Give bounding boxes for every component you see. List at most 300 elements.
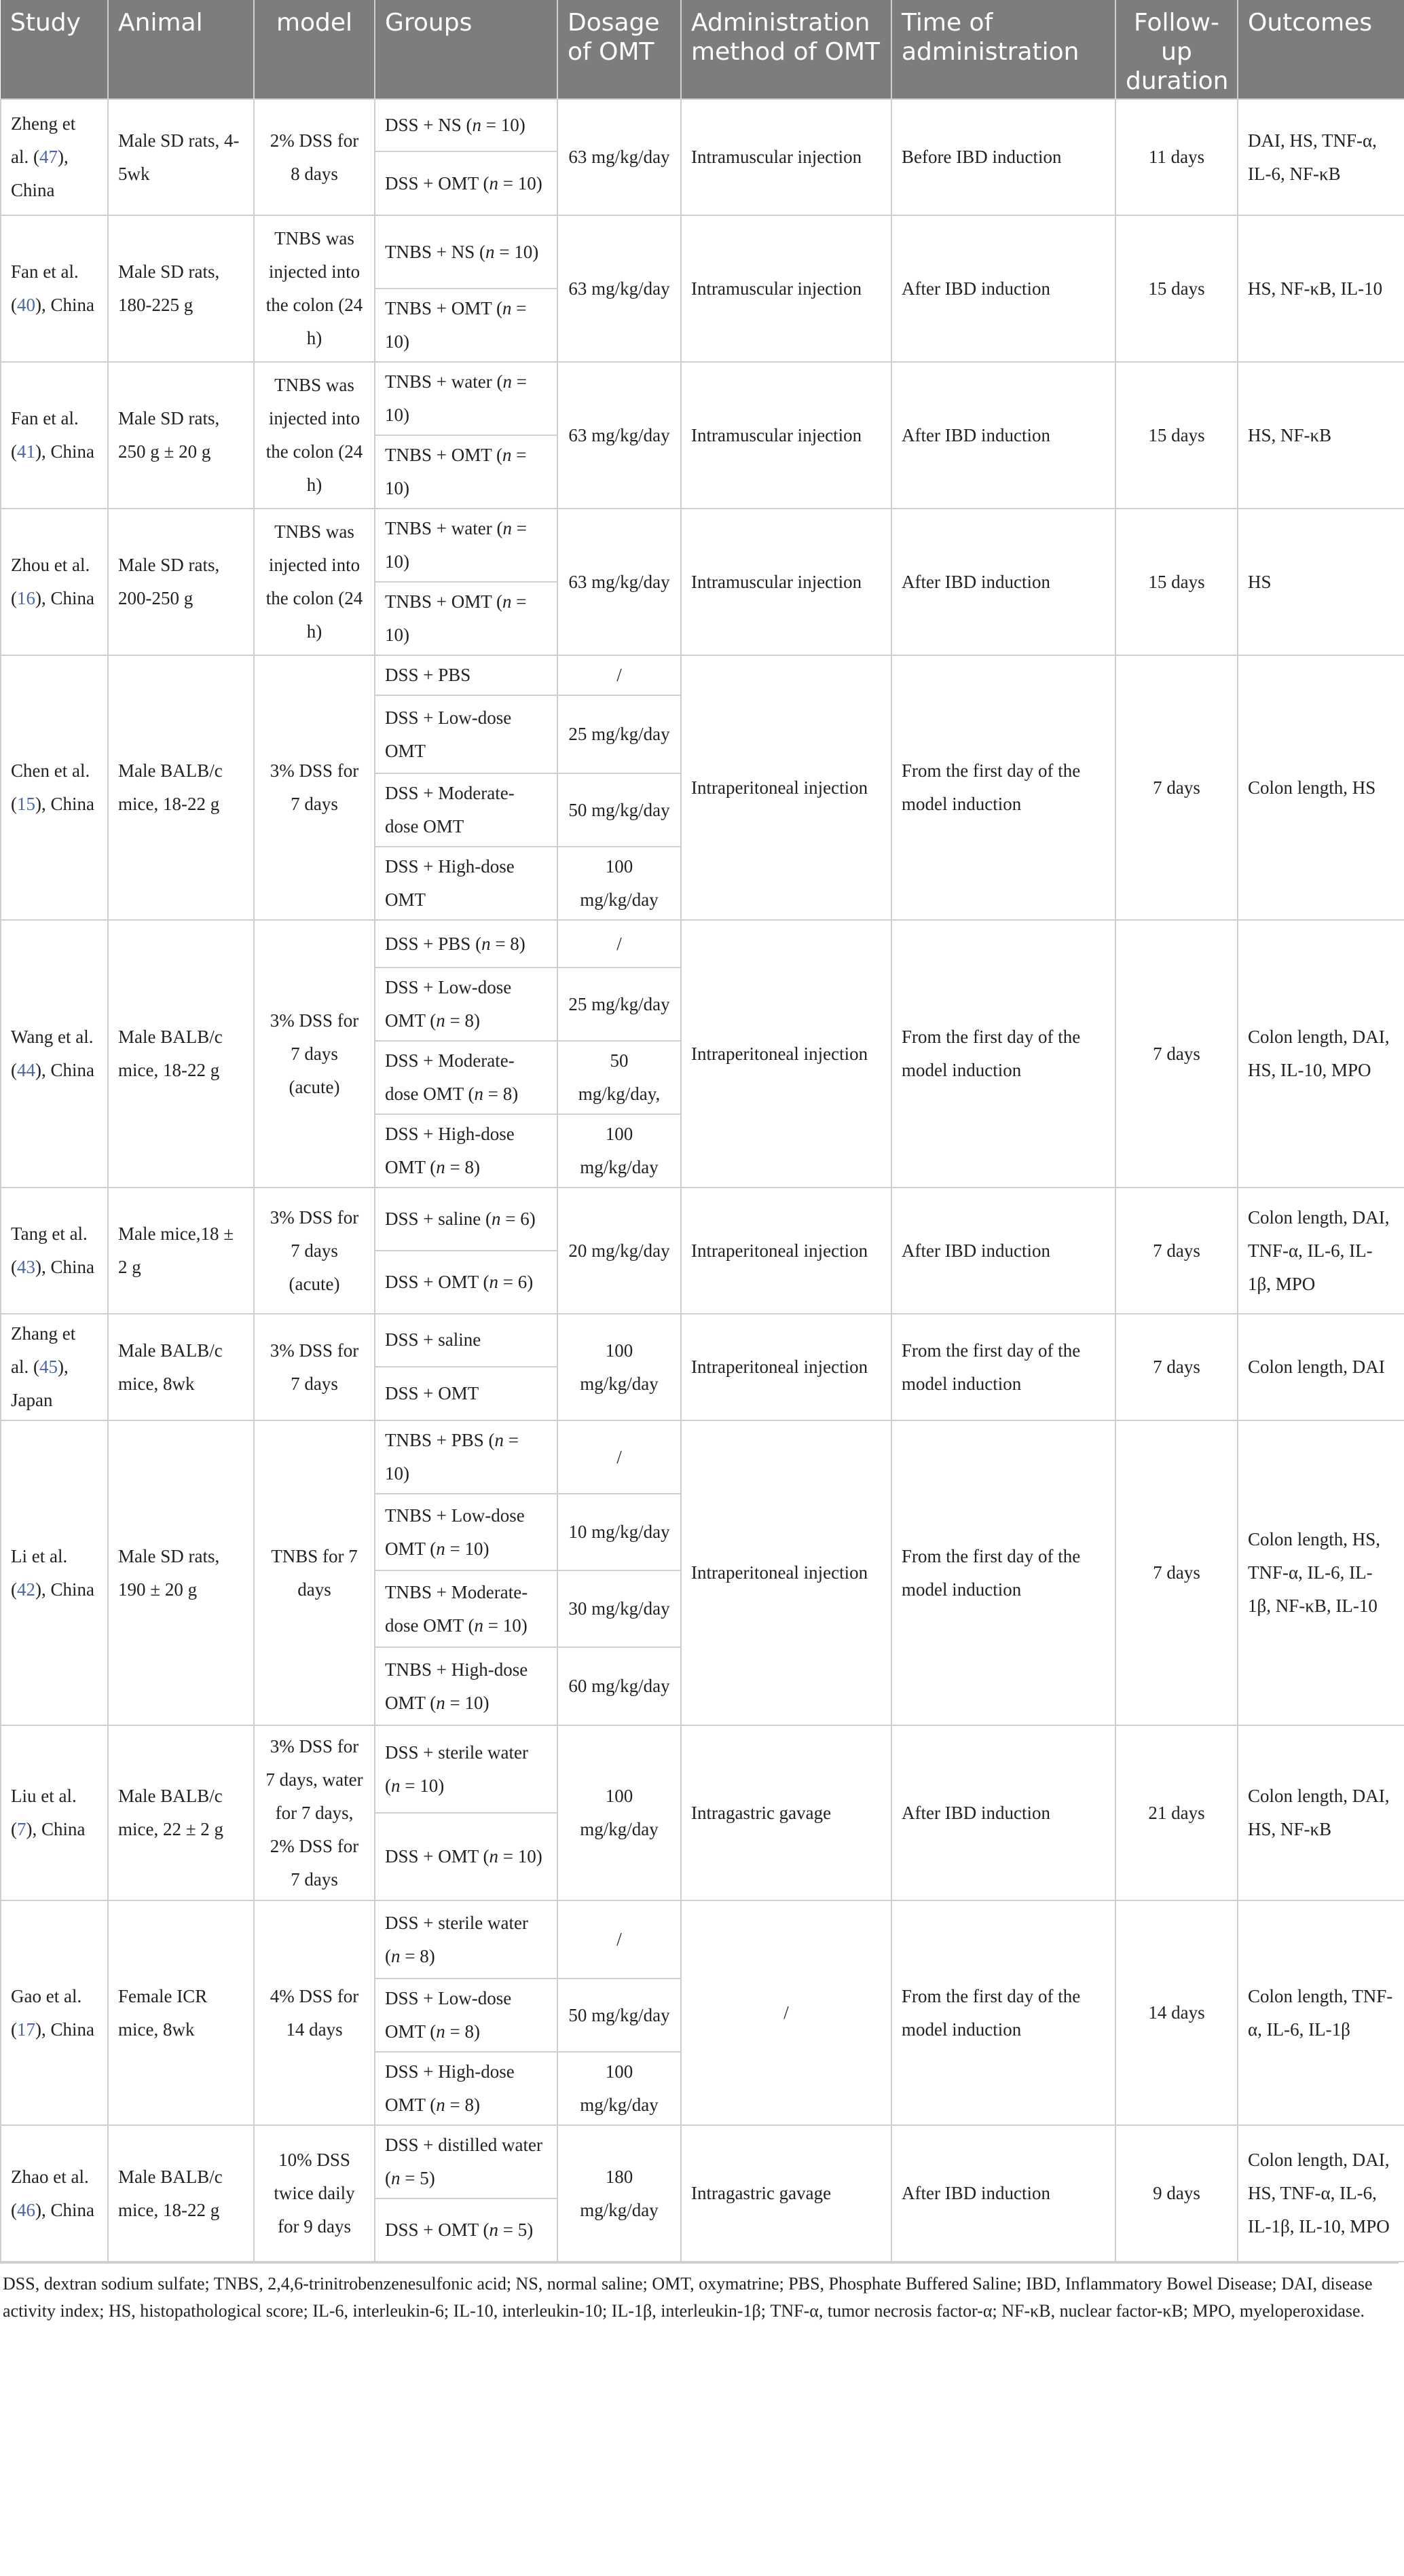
dosage-cell: 60 mg/kg/day bbox=[557, 1647, 681, 1725]
paren-open: ( bbox=[478, 172, 489, 194]
header-animal: Animal bbox=[108, 0, 254, 99]
equals-sign: = bbox=[445, 1538, 465, 1559]
table-row bbox=[1, 1725, 1404, 1813]
group-n-value: 8 bbox=[464, 2021, 474, 2042]
group-label: DSS + NS bbox=[385, 115, 462, 135]
study-country: China bbox=[50, 441, 94, 462]
study-ref-link[interactable]: 41 bbox=[17, 441, 35, 462]
group-n-value: 10 bbox=[385, 625, 403, 645]
equals-sign: = bbox=[445, 1157, 465, 1177]
equals-sign: = bbox=[400, 2168, 420, 2188]
group-n-value: 10 bbox=[502, 1615, 521, 1636]
header-row bbox=[1, 0, 1404, 99]
table-row bbox=[1, 2125, 1404, 2198]
dosage-cell: 63 mg/kg/day bbox=[557, 215, 681, 362]
study-author: Fan et al. bbox=[11, 261, 79, 282]
n-symbol: n bbox=[474, 1615, 484, 1636]
n-symbol: n bbox=[472, 115, 482, 135]
group-label: DSS + High-dose OMT bbox=[385, 856, 515, 910]
animal-cell: Male SD rats, 250 g ± 20 g bbox=[108, 362, 254, 509]
table-row bbox=[1, 215, 1404, 289]
n-symbol: n bbox=[436, 1692, 445, 1713]
paren-close: ) bbox=[536, 1846, 542, 1866]
n-symbol: n bbox=[502, 591, 512, 612]
paren-close: ) bbox=[438, 1775, 445, 1796]
group-n-value: 5 bbox=[517, 2220, 528, 2240]
admin-method-cell: Intraperitoneal injection bbox=[681, 1420, 891, 1725]
group-n-value: 6 bbox=[517, 1272, 528, 1292]
n-symbol: n bbox=[489, 2220, 499, 2240]
group-n-value: 10 bbox=[464, 1538, 483, 1559]
study-country: China bbox=[11, 180, 55, 200]
paren-close: ) bbox=[474, 2021, 480, 2042]
header-study: Study bbox=[1, 0, 108, 99]
admin-method-cell: Intramuscular injection bbox=[681, 215, 891, 362]
study-ref-link[interactable]: 15 bbox=[17, 794, 35, 814]
paren-open: ( bbox=[478, 1846, 489, 1866]
group-cell bbox=[375, 655, 557, 695]
n-symbol: n bbox=[485, 241, 495, 262]
header-dosage: Dosage of OMT bbox=[557, 0, 681, 99]
group-label: DSS + sterile water bbox=[385, 1912, 528, 1933]
study-country: China bbox=[50, 588, 94, 608]
paren-open: ( bbox=[461, 115, 473, 135]
animal-cell: Male SD rats, 190 ± 20 g bbox=[108, 1420, 254, 1725]
model-cell: 3% DSS for 7 days bbox=[254, 1314, 375, 1420]
group-label: TNBS + Low-dose OMT bbox=[385, 1505, 525, 1559]
group-cell bbox=[375, 1420, 557, 1494]
n-symbol: n bbox=[436, 1538, 445, 1559]
animal-cell: Male SD rats, 200-250 g bbox=[108, 509, 254, 655]
study-country: China bbox=[50, 1579, 94, 1600]
group-label: TNBS + PBS bbox=[385, 1430, 484, 1450]
study-author: Zhao et al. bbox=[11, 2166, 89, 2187]
paren-open: ( bbox=[425, 2021, 437, 2042]
admin-method-cell: / bbox=[681, 1900, 891, 2125]
model-cell: 10% DSS twice daily for 9 days bbox=[254, 2125, 375, 2262]
n-symbol: n bbox=[502, 371, 512, 392]
study-author: Wang et al. bbox=[11, 1027, 94, 1047]
group-cell bbox=[375, 2198, 557, 2262]
animal-cell: Male SD rats, 180-225 g bbox=[108, 215, 254, 362]
dosage-cell: / bbox=[557, 920, 681, 968]
paren-close: ) bbox=[474, 1010, 480, 1031]
group-label: DSS + Low-dose OMT bbox=[385, 1988, 512, 2042]
admin-time-cell: From the first day of the model induction bbox=[891, 1420, 1115, 1725]
admin-time-cell: After IBD induction bbox=[891, 509, 1115, 655]
group-n-value: 5 bbox=[420, 2168, 429, 2188]
study-country: China bbox=[50, 794, 94, 814]
group-label: TNBS + Moderate-dose OMT bbox=[385, 1581, 528, 1636]
table-row bbox=[1, 1314, 1404, 1367]
paren-open: ( bbox=[425, 1538, 437, 1559]
dosage-cell: 100 mg/kg/day bbox=[557, 1725, 681, 1900]
study-author: Zhang et al. bbox=[11, 1323, 76, 1377]
paren-open: ( bbox=[492, 591, 503, 612]
table-row bbox=[1, 1188, 1404, 1251]
equals-sign: = bbox=[445, 1692, 465, 1713]
group-cell bbox=[375, 695, 557, 773]
followup-cell: 7 days bbox=[1115, 920, 1238, 1188]
group-cell bbox=[375, 1725, 557, 1813]
table-row bbox=[1, 362, 1404, 435]
outcomes-cell: DAI, HS, TNF-α, IL-6, NF-κB bbox=[1238, 99, 1404, 215]
admin-method-cell: Intraperitoneal injection bbox=[681, 920, 891, 1188]
dosage-cell: / bbox=[557, 1900, 681, 1979]
animal-cell: Male BALB/c mice, 18-22 g bbox=[108, 2125, 254, 2262]
study-ref-link[interactable]: 45 bbox=[39, 1357, 58, 1377]
paren-open: ( bbox=[425, 1157, 437, 1177]
study-country: China bbox=[50, 2199, 94, 2220]
group-cell bbox=[375, 968, 557, 1041]
model-cell: 4% DSS for 14 days bbox=[254, 1900, 375, 2125]
group-n-value: 10 bbox=[420, 1775, 439, 1796]
group-cell bbox=[375, 215, 557, 289]
equals-sign: = bbox=[483, 1615, 503, 1636]
outcomes-cell: Colon length, DAI bbox=[1238, 1314, 1404, 1420]
dosage-cell: 50 mg/kg/day bbox=[557, 1979, 681, 2052]
study-cell bbox=[1, 1420, 108, 1725]
group-n-value: 8 bbox=[464, 1157, 474, 1177]
paren-open: ( bbox=[492, 445, 503, 465]
ref-open: ( bbox=[29, 1357, 39, 1377]
paren-open: ( bbox=[385, 1775, 391, 1796]
group-cell bbox=[375, 1570, 557, 1647]
dosage-cell: 20 mg/kg/day bbox=[557, 1188, 681, 1314]
table-row bbox=[1, 509, 1404, 582]
ref-open: ( bbox=[11, 441, 17, 462]
followup-cell: 7 days bbox=[1115, 1420, 1238, 1725]
study-cell bbox=[1, 2125, 108, 2262]
ref-close: ), bbox=[58, 147, 69, 167]
group-cell bbox=[375, 1647, 557, 1725]
n-symbol: n bbox=[391, 2168, 401, 2188]
paren-close: ) bbox=[536, 172, 542, 194]
admin-time-cell: From the first day of the model induction bbox=[891, 655, 1115, 920]
n-symbol: n bbox=[474, 1084, 484, 1104]
ref-close: ), bbox=[58, 1357, 69, 1377]
followup-cell: 9 days bbox=[1115, 2125, 1238, 2262]
admin-time-cell: Before IBD induction bbox=[891, 99, 1115, 215]
paren-close: ) bbox=[519, 115, 525, 135]
header-followup: Follow-up duration bbox=[1115, 0, 1238, 99]
group-n-value: 8 bbox=[420, 1945, 429, 1966]
study-ref-link[interactable]: 43 bbox=[17, 1257, 35, 1277]
group-cell bbox=[375, 1188, 557, 1251]
animal-cell: Female ICR mice, 8wk bbox=[108, 1900, 254, 2125]
ref-open: ( bbox=[11, 1060, 17, 1080]
model-cell: 3% DSS for 7 days bbox=[254, 655, 375, 920]
dosage-cell: 50 mg/kg/day bbox=[557, 773, 681, 847]
outcomes-cell: HS, NF-κB, IL-10 bbox=[1238, 215, 1404, 362]
n-symbol: n bbox=[489, 1846, 499, 1866]
group-label: TNBS + NS bbox=[385, 241, 475, 262]
study-ref-link[interactable]: 42 bbox=[17, 1579, 35, 1600]
equals-sign: = bbox=[511, 518, 527, 538]
group-cell bbox=[375, 1041, 557, 1114]
group-n-value: 10 bbox=[517, 1846, 536, 1866]
study-cell bbox=[1, 1314, 108, 1420]
equals-sign: = bbox=[494, 241, 515, 262]
group-cell bbox=[375, 151, 557, 215]
ref-open: ( bbox=[11, 2019, 17, 2040]
group-cell bbox=[375, 1367, 557, 1420]
study-author: Gao et al. bbox=[11, 1985, 82, 2006]
group-n-value: 10 bbox=[385, 1463, 403, 1484]
study-ref-link[interactable]: 17 bbox=[17, 2019, 35, 2040]
table-row bbox=[1, 99, 1404, 151]
group-label: DSS + PBS bbox=[385, 665, 471, 685]
paren-close: ) bbox=[474, 1157, 480, 1177]
study-country: Japan bbox=[11, 1390, 53, 1410]
group-cell bbox=[375, 362, 557, 435]
outcomes-cell: Colon length, HS, TNF-α, IL-6, IL-1β, NF-κB, IL-10 bbox=[1238, 1420, 1404, 1725]
paren-open: ( bbox=[425, 1692, 437, 1713]
study-country: China bbox=[50, 295, 94, 315]
dosage-cell: 180 mg/kg/day bbox=[557, 2125, 681, 2262]
group-label: TNBS + OMT bbox=[385, 591, 492, 612]
ref-open: ( bbox=[11, 1257, 17, 1277]
group-label: DSS + saline bbox=[385, 1209, 481, 1229]
table-row bbox=[1, 1900, 1404, 1979]
study-ref-link[interactable]: 44 bbox=[17, 1060, 35, 1080]
dosage-cell: 25 mg/kg/day bbox=[557, 968, 681, 1041]
table-row bbox=[1, 920, 1404, 968]
paren-close: ) bbox=[428, 1945, 435, 1966]
header-groups: Groups bbox=[375, 0, 557, 99]
group-cell bbox=[375, 1900, 557, 1979]
group-n-value: 10 bbox=[517, 172, 536, 194]
dosage-cell: / bbox=[557, 1420, 681, 1494]
paren-open: ( bbox=[385, 2168, 391, 2188]
admin-time-cell: From the first day of the model induction bbox=[891, 920, 1115, 1188]
study-cell bbox=[1, 1725, 108, 1900]
admin-time-cell: After IBD induction bbox=[891, 1188, 1115, 1314]
group-n-value: 8 bbox=[464, 1010, 474, 1031]
group-n-value: 8 bbox=[510, 933, 519, 954]
animal-cell: Male mice,18 ± 2 g bbox=[108, 1188, 254, 1314]
equals-sign: = bbox=[481, 115, 501, 135]
study-cell bbox=[1, 1188, 108, 1314]
equals-sign: = bbox=[511, 298, 527, 318]
paren-open: ( bbox=[492, 518, 503, 538]
followup-cell: 14 days bbox=[1115, 1900, 1238, 2125]
group-cell bbox=[375, 509, 557, 582]
outcomes-cell: HS bbox=[1238, 509, 1404, 655]
admin-time-cell: After IBD induction bbox=[891, 215, 1115, 362]
admin-time-cell: After IBD induction bbox=[891, 362, 1115, 509]
group-cell bbox=[375, 920, 557, 968]
ref-close: ), bbox=[35, 2019, 51, 2040]
n-symbol: n bbox=[391, 1775, 401, 1796]
model-cell: TNBS was injected into the colon (24 h) bbox=[254, 215, 375, 362]
equals-sign: = bbox=[400, 1945, 420, 1966]
study-author: Li et al. bbox=[11, 1545, 68, 1566]
group-label: DSS + High-dose OMT bbox=[385, 1124, 515, 1177]
paren-close: ) bbox=[512, 1084, 519, 1104]
ref-close: ), bbox=[35, 588, 51, 608]
equals-sign: = bbox=[511, 371, 527, 392]
group-n-value: 10 bbox=[385, 405, 403, 425]
animal-cell: Male BALB/c mice, 18-22 g bbox=[108, 655, 254, 920]
admin-method-cell: Intraperitoneal injection bbox=[681, 1188, 891, 1314]
paren-close: ) bbox=[428, 2168, 435, 2188]
admin-method-cell: Intraperitoneal injection bbox=[681, 655, 891, 920]
study-author: Fan et al. bbox=[11, 408, 79, 428]
group-label: DSS + Moderate-dose OMT bbox=[385, 783, 515, 836]
equals-sign: = bbox=[500, 1209, 521, 1229]
paren-open: ( bbox=[463, 1615, 475, 1636]
model-cell: TNBS was injected into the colon (24 h) bbox=[254, 509, 375, 655]
study-cell bbox=[1, 99, 108, 215]
group-cell bbox=[375, 1979, 557, 2052]
equals-sign: = bbox=[498, 1272, 518, 1292]
admin-method-cell: Intraperitoneal injection bbox=[681, 1314, 891, 1420]
paren-close: ) bbox=[483, 1538, 489, 1559]
ref-open: ( bbox=[11, 295, 17, 315]
paren-close: ) bbox=[483, 1692, 489, 1713]
group-label: DSS + Low-dose OMT bbox=[385, 707, 512, 761]
paren-open: ( bbox=[478, 2220, 489, 2240]
dosage-cell: 100 mg/kg/day bbox=[557, 1314, 681, 1420]
header-admin-time: Time of administration bbox=[891, 0, 1115, 99]
paren-close: ) bbox=[403, 405, 409, 425]
followup-cell: 7 days bbox=[1115, 1188, 1238, 1314]
study-ref-link[interactable]: 46 bbox=[17, 2199, 35, 2220]
dosage-cell: 63 mg/kg/day bbox=[557, 362, 681, 509]
outcomes-cell: Colon length, DAI, HS, TNF-α, IL-6, IL-1β, IL-10, MPO bbox=[1238, 2125, 1404, 2262]
admin-time-cell: From the first day of the model induction bbox=[891, 1900, 1115, 2125]
group-cell bbox=[375, 1114, 557, 1188]
study-ref-link[interactable]: 7 bbox=[17, 1819, 26, 1839]
admin-method-cell: Intramuscular injection bbox=[681, 509, 891, 655]
dosage-cell: 25 mg/kg/day bbox=[557, 695, 681, 773]
outcomes-cell: Colon length, DAI, TNF-α, IL-6, IL-1β, MPO bbox=[1238, 1188, 1404, 1314]
animal-cell: Male BALB/c mice, 22 ± 2 g bbox=[108, 1725, 254, 1900]
group-label: DSS + Low-dose OMT bbox=[385, 977, 512, 1031]
group-cell bbox=[375, 2125, 557, 2198]
ref-close: ), bbox=[26, 1819, 41, 1839]
ref-close: ), bbox=[35, 441, 51, 462]
model-cell: 3% DSS for 7 days (acute) bbox=[254, 920, 375, 1188]
equals-sign: = bbox=[498, 172, 518, 194]
equals-sign: = bbox=[511, 445, 527, 465]
model-cell: TNBS was injected into the colon (24 h) bbox=[254, 362, 375, 509]
ref-close: ), bbox=[35, 295, 51, 315]
study-cell bbox=[1, 509, 108, 655]
group-n-value: 8 bbox=[502, 1084, 513, 1104]
group-cell bbox=[375, 289, 557, 362]
n-symbol: n bbox=[489, 172, 499, 194]
group-cell bbox=[375, 435, 557, 509]
dosage-cell: 10 mg/kg/day bbox=[557, 1494, 681, 1570]
ref-open: ( bbox=[11, 588, 17, 608]
group-label: DSS + sterile water bbox=[385, 1742, 528, 1763]
header-model: model bbox=[254, 0, 375, 99]
ref-open: ( bbox=[11, 1579, 17, 1600]
group-cell bbox=[375, 847, 557, 920]
paren-open: ( bbox=[492, 298, 503, 318]
paren-open: ( bbox=[425, 2095, 437, 2115]
ref-close: ), bbox=[35, 1060, 51, 1080]
group-label: DSS + OMT bbox=[385, 1382, 479, 1403]
group-label: DSS + OMT bbox=[385, 172, 479, 194]
dosage-cell: 63 mg/kg/day bbox=[557, 509, 681, 655]
group-label: TNBS + OMT bbox=[385, 298, 492, 318]
equals-sign: = bbox=[400, 1775, 420, 1796]
study-ref-link[interactable]: 40 bbox=[17, 295, 35, 315]
study-author: Liu et al. bbox=[11, 1786, 77, 1806]
equals-sign: = bbox=[511, 591, 527, 612]
animal-cell: Male SD rats, 4-5wk bbox=[108, 99, 254, 215]
paren-close: ) bbox=[529, 1209, 536, 1229]
model-cell: 2% DSS for 8 days bbox=[254, 99, 375, 215]
study-cell bbox=[1, 1900, 108, 2125]
paren-close: ) bbox=[403, 1463, 409, 1484]
group-label: DSS + PBS bbox=[385, 933, 471, 954]
study-ref-link[interactable]: 16 bbox=[17, 588, 35, 608]
admin-method-cell: Intragastric gavage bbox=[681, 1725, 891, 1900]
admin-method-cell: Intramuscular injection bbox=[681, 99, 891, 215]
equals-sign: = bbox=[445, 2021, 465, 2042]
study-author: Tang et al. bbox=[11, 1223, 88, 1244]
followup-cell: 7 days bbox=[1115, 655, 1238, 920]
n-symbol: n bbox=[502, 445, 512, 465]
ref-open: ( bbox=[29, 147, 39, 167]
header-admin-method: Administration method of OMT bbox=[681, 0, 891, 99]
study-author: Zheng et al. bbox=[11, 113, 76, 167]
group-cell bbox=[375, 1314, 557, 1367]
followup-cell: 11 days bbox=[1115, 99, 1238, 215]
group-label: DSS + OMT bbox=[385, 1272, 479, 1292]
paren-close: ) bbox=[403, 625, 409, 645]
equals-sign: = bbox=[483, 1084, 503, 1104]
group-n-value: 10 bbox=[514, 241, 533, 262]
paren-close: ) bbox=[474, 2095, 480, 2115]
dosage-cell: / bbox=[557, 655, 681, 695]
study-cell bbox=[1, 655, 108, 920]
study-ref-link[interactable]: 47 bbox=[39, 147, 58, 167]
table-body bbox=[1, 99, 1404, 2262]
group-label: DSS + OMT bbox=[385, 2220, 479, 2240]
paren-close: ) bbox=[521, 1615, 528, 1636]
n-symbol: n bbox=[494, 1430, 504, 1450]
equals-sign: = bbox=[445, 1010, 465, 1031]
group-label: TNBS + water bbox=[385, 518, 492, 538]
ref-open: ( bbox=[11, 794, 17, 814]
table-row bbox=[1, 655, 1404, 695]
group-n-value: 10 bbox=[500, 115, 519, 135]
model-cell: TNBS for 7 days bbox=[254, 1420, 375, 1725]
model-cell: 3% DSS for 7 days (acute) bbox=[254, 1188, 375, 1314]
n-symbol: n bbox=[436, 2021, 445, 2042]
n-symbol: n bbox=[391, 1945, 401, 1966]
ref-close: ), bbox=[35, 1257, 51, 1277]
admin-method-cell: Intramuscular injection bbox=[681, 362, 891, 509]
paren-open: ( bbox=[425, 1010, 437, 1031]
admin-method-cell: Intragastric gavage bbox=[681, 2125, 891, 2262]
paren-open: ( bbox=[470, 933, 482, 954]
followup-cell: 15 days bbox=[1115, 215, 1238, 362]
equals-sign: = bbox=[504, 1430, 519, 1450]
ref-open: ( bbox=[11, 1819, 17, 1839]
group-cell bbox=[375, 99, 557, 151]
outcomes-cell: Colon length, DAI, HS, NF-κB bbox=[1238, 1725, 1404, 1900]
group-label: DSS + OMT bbox=[385, 1846, 479, 1866]
group-label: DSS + Moderate-dose OMT bbox=[385, 1050, 515, 1104]
group-label: DSS + High-dose OMT bbox=[385, 2061, 515, 2115]
study-country: China bbox=[50, 2019, 94, 2040]
